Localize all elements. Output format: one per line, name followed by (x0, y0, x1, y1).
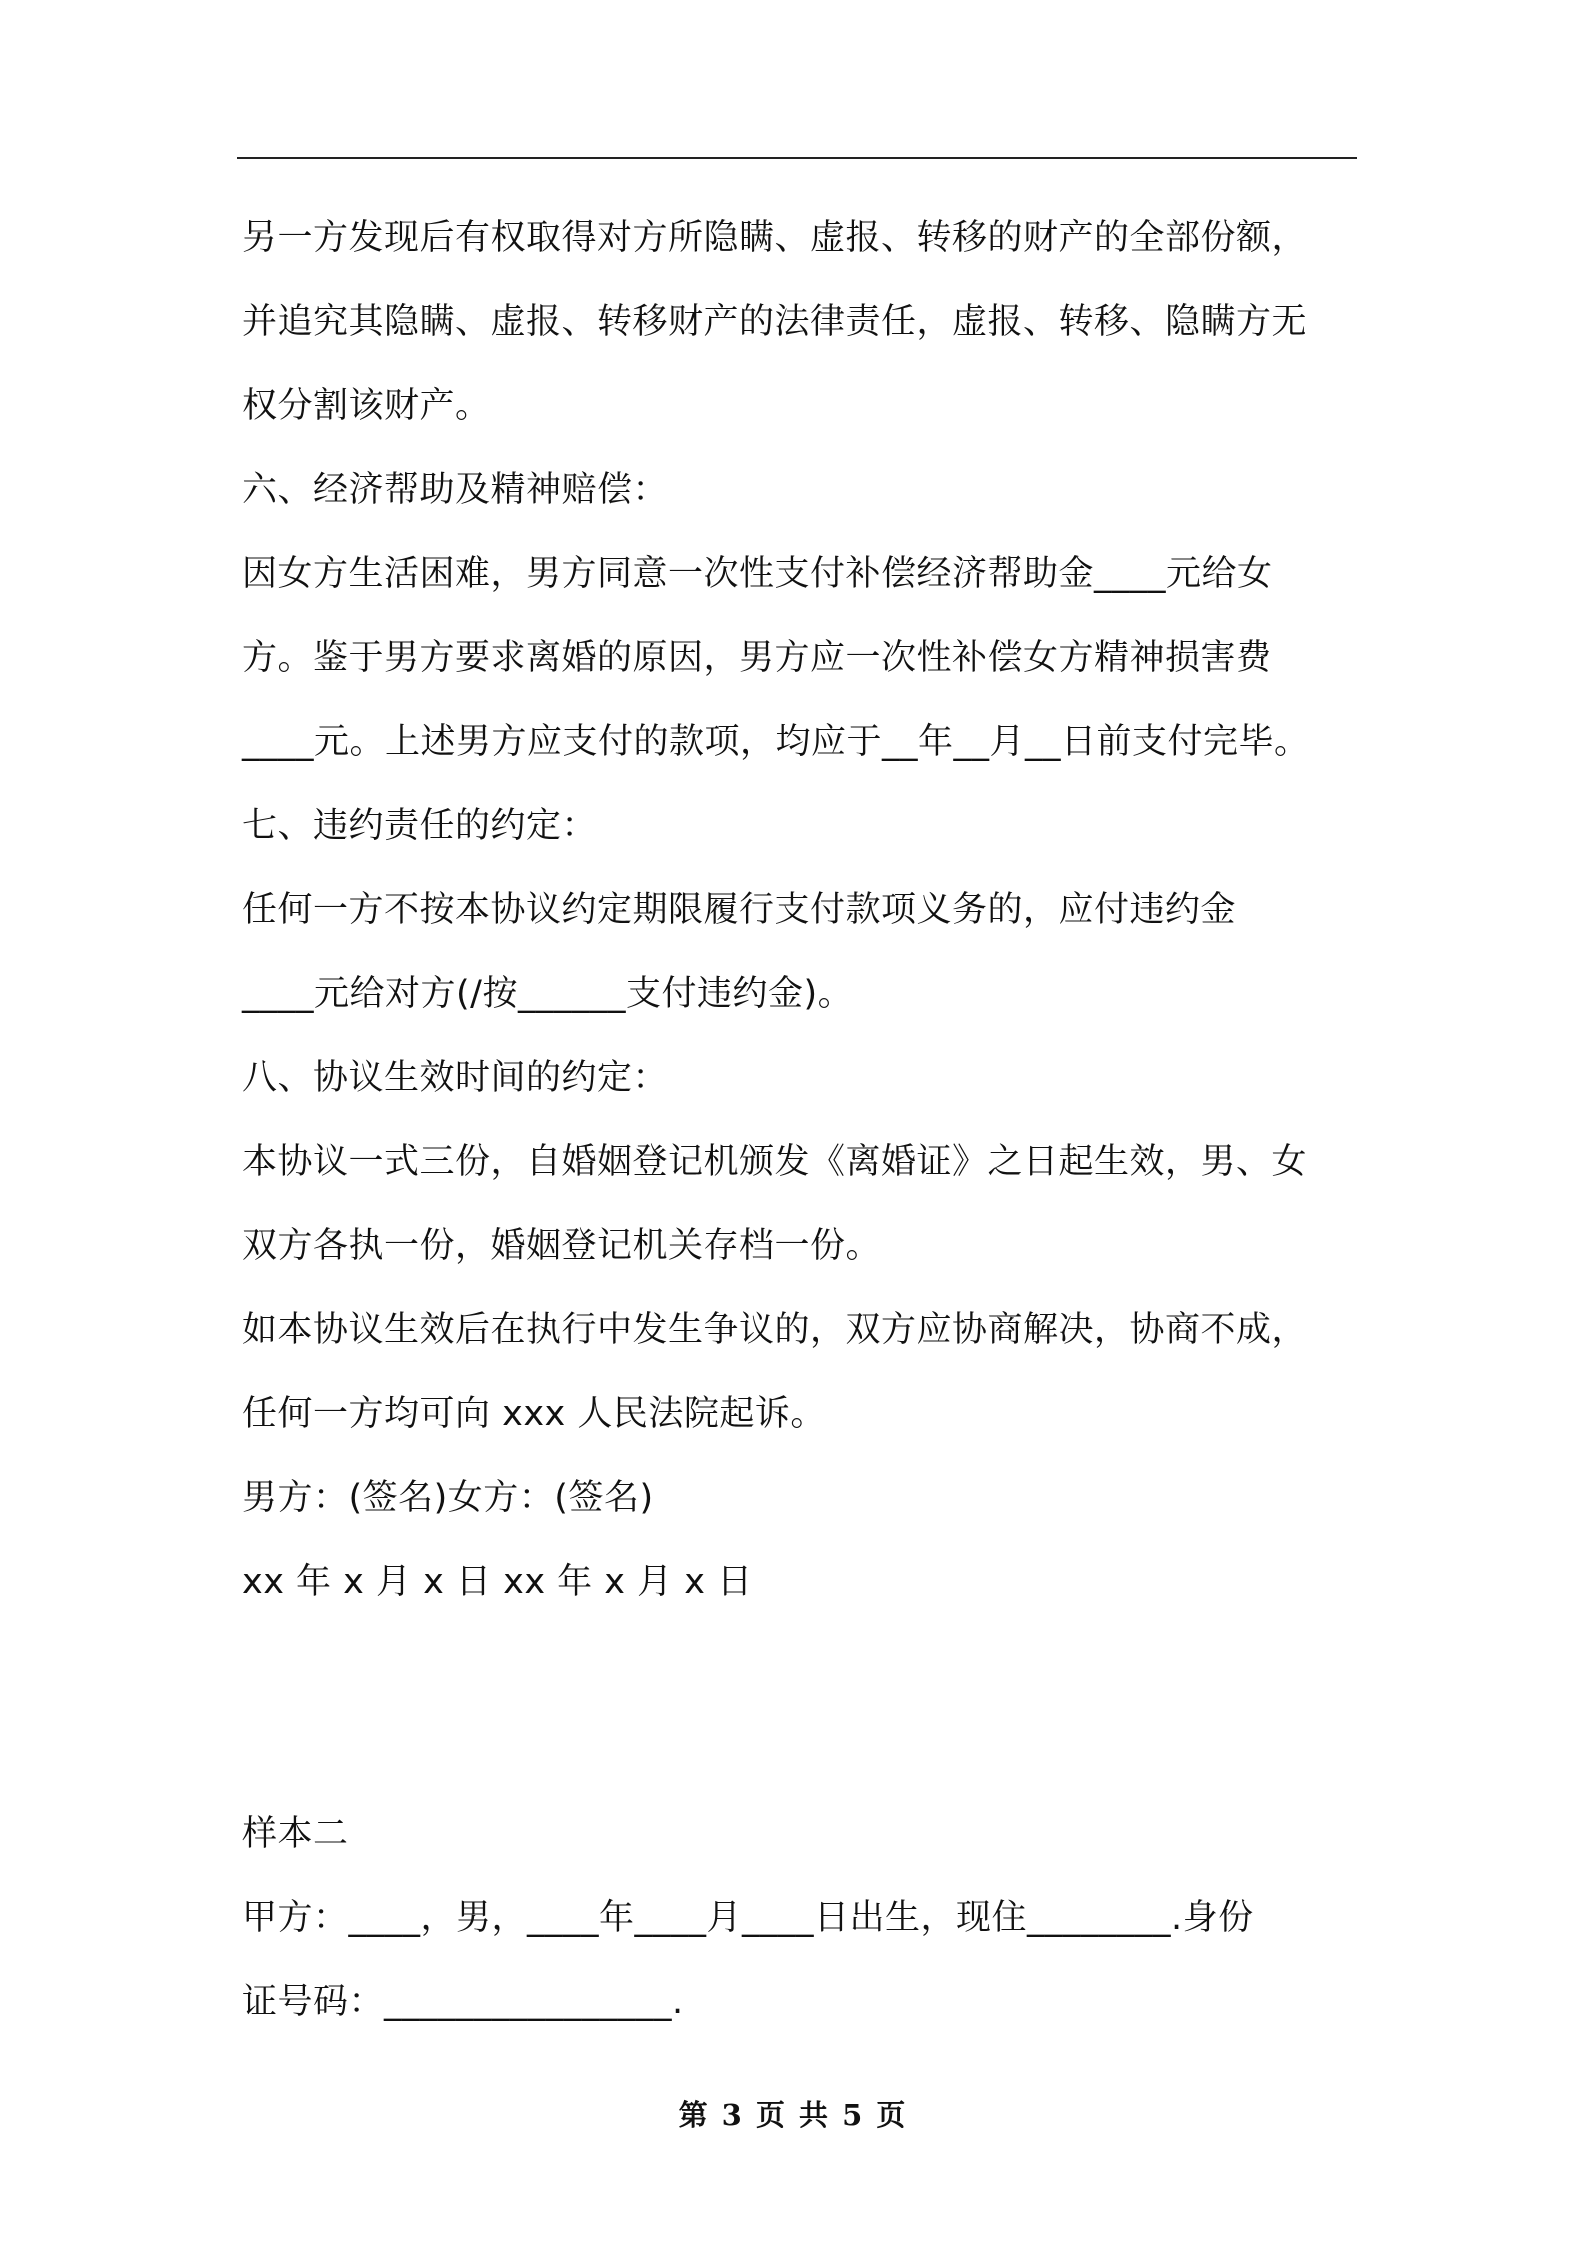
paragraph-line: 权分割该财产。 (242, 386, 491, 426)
paragraph-line: 任何一方不按本协议约定期限履行支付款项义务的，应付违约金 (242, 890, 1237, 930)
section-heading: 六、经济帮助及精神赔偿： (242, 470, 669, 510)
paragraph-line: 并追究其隐瞒、虚报、转移财产的法律责任，虚报、转移、隐瞒方无 (242, 302, 1308, 342)
signature-line: 男方：(签名)女方：(签名) (242, 1478, 654, 1518)
paragraph-line: 任何一方均可向 xxx 人民法院起诉。 (242, 1394, 826, 1434)
page-number: 第 3 页 共 5 页 (678, 2098, 908, 2132)
paragraph-line: 如本协议生效后在执行中发生争议的，双方应协商解决，协商不成， (242, 1310, 1308, 1350)
section-heading: 七、违约责任的约定： (242, 806, 598, 846)
paragraph-line: 另一方发现后有权取得对方所隐瞒、虚报、转移的财产的全部份额， (242, 218, 1308, 258)
paragraph-line: ____元给对方(/按______支付违约金)。 (242, 974, 854, 1014)
paragraph-line: 证号码：________________. (242, 1982, 684, 2022)
section-heading: 八、协议生效时间的约定： (242, 1058, 669, 1098)
document-body (242, 196, 1367, 2044)
paragraph-line: 双方各执一份，婚姻登记机关存档一份。 (242, 1226, 882, 1266)
paragraph-line: 方。鉴于男方要求离婚的原因，男方应一次性补偿女方精神损害费 (242, 638, 1272, 678)
date-line: xx 年 x 月 x 日 xx 年 x 月 x 日 (242, 1562, 753, 1602)
section-spacer (242, 1624, 1367, 1792)
paragraph-line: 甲方：____，男，____年____月____日出生，现住________.身份 (242, 1898, 1254, 1938)
paragraph-line: ____元。上述男方应支付的款项，均应于__年__月__日前支付完毕。 (242, 722, 1310, 762)
sample-title: 样本二 (242, 1814, 349, 1854)
paragraph-line: 本协议一式三份，自婚姻登记机颁发《离婚证》之日起生效，男、女 (242, 1142, 1308, 1182)
paragraph-line: 因女方生活困难，男方同意一次性支付补偿经济帮助金____元给女 (242, 554, 1273, 594)
header-divider (237, 157, 1357, 159)
